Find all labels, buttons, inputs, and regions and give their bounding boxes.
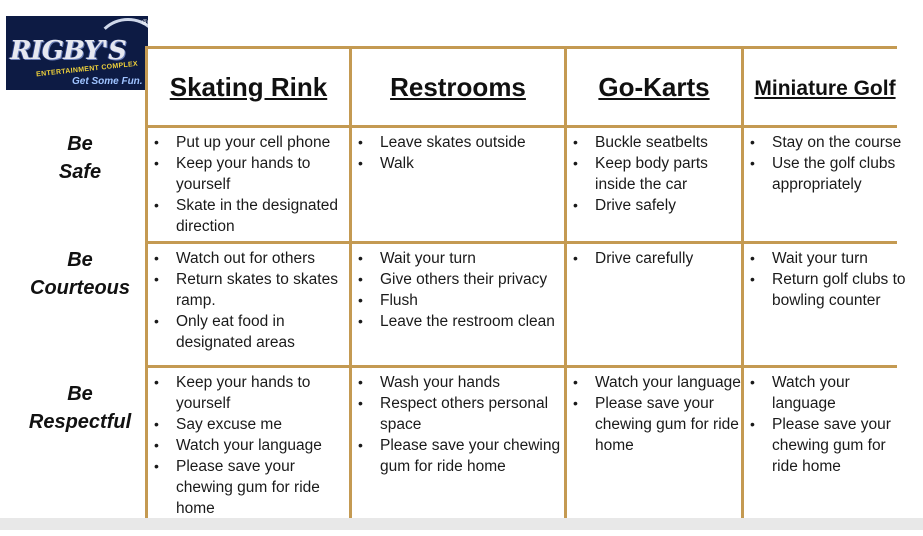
rule-item: • Put up your cell phone <box>174 132 349 153</box>
rule-item: • Leave skates outside <box>378 132 564 153</box>
rule-item: • Skate in the designated direction <box>174 195 349 237</box>
rule-item: • Leave the restroom clean <box>378 311 564 332</box>
rule-item: • Please save your chewing gum for ride home <box>378 435 564 477</box>
logo-registered-mark: ® <box>142 18 148 27</box>
row-label-respectful <box>12 380 148 436</box>
rule-item: • Watch your language <box>770 372 906 414</box>
cell-courteous-skating-rink <box>148 244 349 365</box>
cell-safe-restrooms <box>352 128 564 241</box>
rule-item: • Please save your chewing gum for ride home <box>593 393 741 456</box>
behavior-matrix <box>145 46 906 524</box>
rule-item: • Watch your language <box>174 435 349 456</box>
cell-safe-skating-rink <box>148 128 349 241</box>
rule-item: • Say excuse me <box>174 414 349 435</box>
row-label-line: Be <box>67 249 93 271</box>
rule-list <box>567 372 741 456</box>
rule-item: • Watch your language <box>593 372 741 393</box>
logo-brand: RIGBY'S <box>10 36 126 66</box>
rule-list <box>148 248 349 353</box>
rule-item: • Give others their privacy <box>378 269 564 290</box>
row-label-line: Be <box>67 133 93 155</box>
rule-item: • Keep your hands to yourself <box>174 153 349 195</box>
rule-item: • Return golf clubs to bowling counter <box>770 269 906 311</box>
rule-item: • Please save your chewing gum for ride home <box>174 456 349 519</box>
rule-item: • Keep your hands to yourself <box>174 372 349 414</box>
rule-list <box>352 372 564 477</box>
rule-list <box>148 132 349 237</box>
column-header-go-karts: Go-Karts <box>567 49 741 125</box>
rule-item: • Wait your turn <box>378 248 564 269</box>
rule-item: • Stay on the course <box>770 132 906 153</box>
rule-list <box>744 248 906 311</box>
rule-list <box>567 248 741 269</box>
rule-item: • Respect others personal space <box>378 393 564 435</box>
cell-safe-go-karts <box>567 128 741 241</box>
rule-item: • Watch out for others <box>174 248 349 269</box>
cell-respectful-skating-rink <box>148 368 349 536</box>
row-label-line: Courteous <box>30 277 130 299</box>
row-label-line: Be <box>67 383 93 405</box>
rule-item: • Keep body parts inside the car <box>593 153 741 195</box>
logo-tagline: Get Some Fun. <box>72 76 143 87</box>
rigbys-logo <box>6 16 148 90</box>
cell-respectful-restrooms <box>352 368 564 536</box>
rule-item: • Walk <box>378 153 564 174</box>
cell-respectful-miniature-golf <box>744 368 906 536</box>
rule-list <box>352 248 564 332</box>
rule-item: • Drive carefully <box>593 248 741 269</box>
rule-list <box>352 132 564 174</box>
rule-item: • Please save your chewing gum for ride home <box>770 414 906 477</box>
cell-courteous-restrooms <box>352 244 564 365</box>
column-header-restrooms: Restrooms <box>352 49 564 125</box>
rule-item: • Wait your turn <box>770 248 906 269</box>
horizontal-scrollbar[interactable] <box>0 518 923 530</box>
column-header-skating-rink: Skating Rink <box>148 49 349 125</box>
rule-item: • Flush <box>378 290 564 311</box>
row-label-courteous <box>12 246 148 302</box>
cell-courteous-miniature-golf <box>744 244 906 365</box>
rule-item: • Only eat food in designated areas <box>174 311 349 353</box>
cell-safe-miniature-golf <box>744 128 906 241</box>
rule-item: • Wash your hands <box>378 372 564 393</box>
row-label-line: Respectful <box>28 411 132 433</box>
rule-item: • Drive safely <box>593 195 741 216</box>
rule-list <box>744 372 906 477</box>
rule-list <box>744 132 906 195</box>
rule-list <box>148 372 349 519</box>
row-label-line: Safe <box>58 161 102 183</box>
rule-item: • Buckle seatbelts <box>593 132 741 153</box>
cell-courteous-go-karts <box>567 244 741 365</box>
rule-list <box>567 132 741 216</box>
rule-item: • Return skates to skates ramp. <box>174 269 349 311</box>
row-label-safe <box>12 130 148 186</box>
rule-item: • Use the golf clubs appropriately <box>770 153 906 195</box>
logo-subtitle: ENTERTAINMENT COMPLEX <box>35 60 139 79</box>
column-header-miniature-golf: Miniature Golf <box>744 49 906 125</box>
cell-respectful-go-karts <box>567 368 741 536</box>
